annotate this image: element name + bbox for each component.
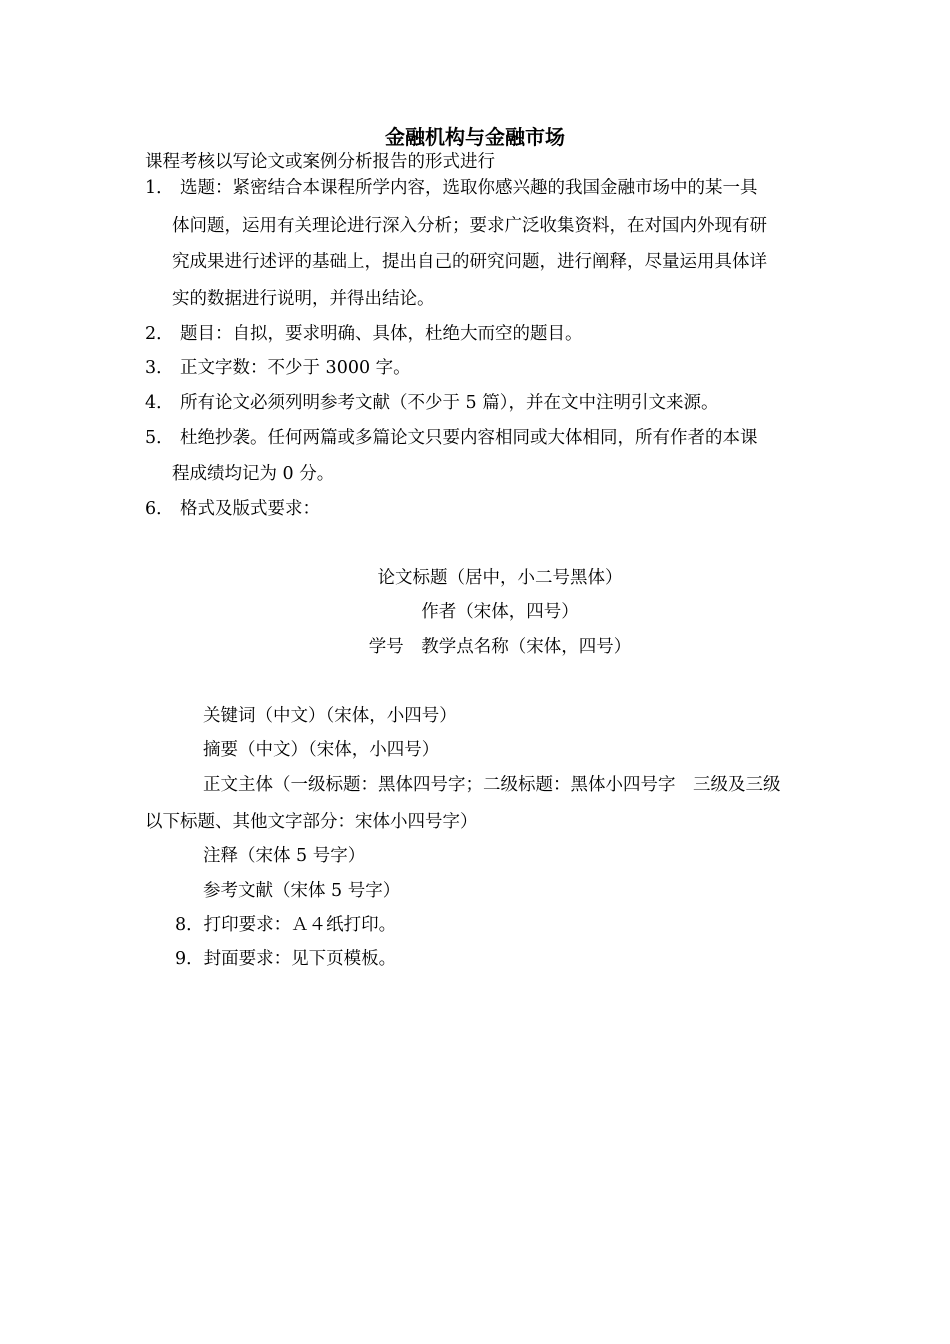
item-3-line [145,356,411,380]
format-paper-title: 论文标题（居中，小二号黑体） [377,568,623,588]
item-8-line: 8．打印要求：Ａ４纸打印。 [175,915,397,935]
format-references: 参考文献（宋体 5 号字） [203,881,401,901]
intro-text: 课程考核以写论文或案例分析报告的形式进行 [145,152,495,172]
item-5-line-1 [145,426,758,450]
format-abstract: 摘要（中文）（宋体，小四号） [203,740,440,760]
item-2-number: 2． [145,324,174,344]
document-title: 金融机构与金融市场 [385,125,565,149]
item-1-line-4: 实的数据进行说明，并得出结论。 [172,289,435,309]
item-4-text: 所有论文必须列明参考文献（不少于 5 篇），并在文中注明引文来源。 [180,393,719,413]
item-1-line-3: 究成果进行述评的基础上，提出自己的研究问题，进行阐释，尽量运用具体详 [172,252,767,272]
item-1-number: 1． [145,178,174,198]
format-body-line-1: 正文主体（一级标题：黑体四号字；二级标题：黑体小四号字 三级及三级 [203,775,781,795]
format-notes: 注释（宋体 5 号字） [203,846,366,866]
format-author: 作者（宋体，四号） [421,602,579,622]
item-4-number: 4． [145,393,174,413]
item-5-line-2: 程成绩均记为 0 分。 [172,464,335,484]
item-2-line [145,322,583,346]
item-6-line [145,497,320,521]
item-2-text: 题目：自拟，要求明确、具体，杜绝大而空的题目。 [180,324,583,344]
item-1-line-1 [145,176,758,200]
item-3-number: 3． [145,358,174,378]
item-9-line: 9．封面要求：见下页模板。 [175,949,397,969]
item-1-line-2: 体问题，运用有关理论进行深入分析；要求广泛收集资料，在对国内外现有研 [172,216,767,236]
item-5-text-1: 杜绝抄袭。任何两篇或多篇论文只要内容相同或大体相同，所有作者的本课 [180,428,758,448]
format-body-line-2: 以下标题、其他文字部分：宋体小四号字） [145,812,478,832]
format-keywords: 关键词（中文）（宋体，小四号） [203,706,457,726]
item-1-text-1: 选题：紧密结合本课程所学内容，选取你感兴趣的我国金融市场中的某一具 [180,178,758,198]
item-6-number: 6． [145,499,174,519]
format-student-id: 学号 教学点名称（宋体，四号） [368,637,632,657]
item-6-text: 格式及版式要求： [180,499,320,519]
item-4-line [145,391,719,415]
item-3-text: 正文字数：不少于 3000 字。 [180,358,411,378]
item-5-number: 5． [145,428,174,448]
